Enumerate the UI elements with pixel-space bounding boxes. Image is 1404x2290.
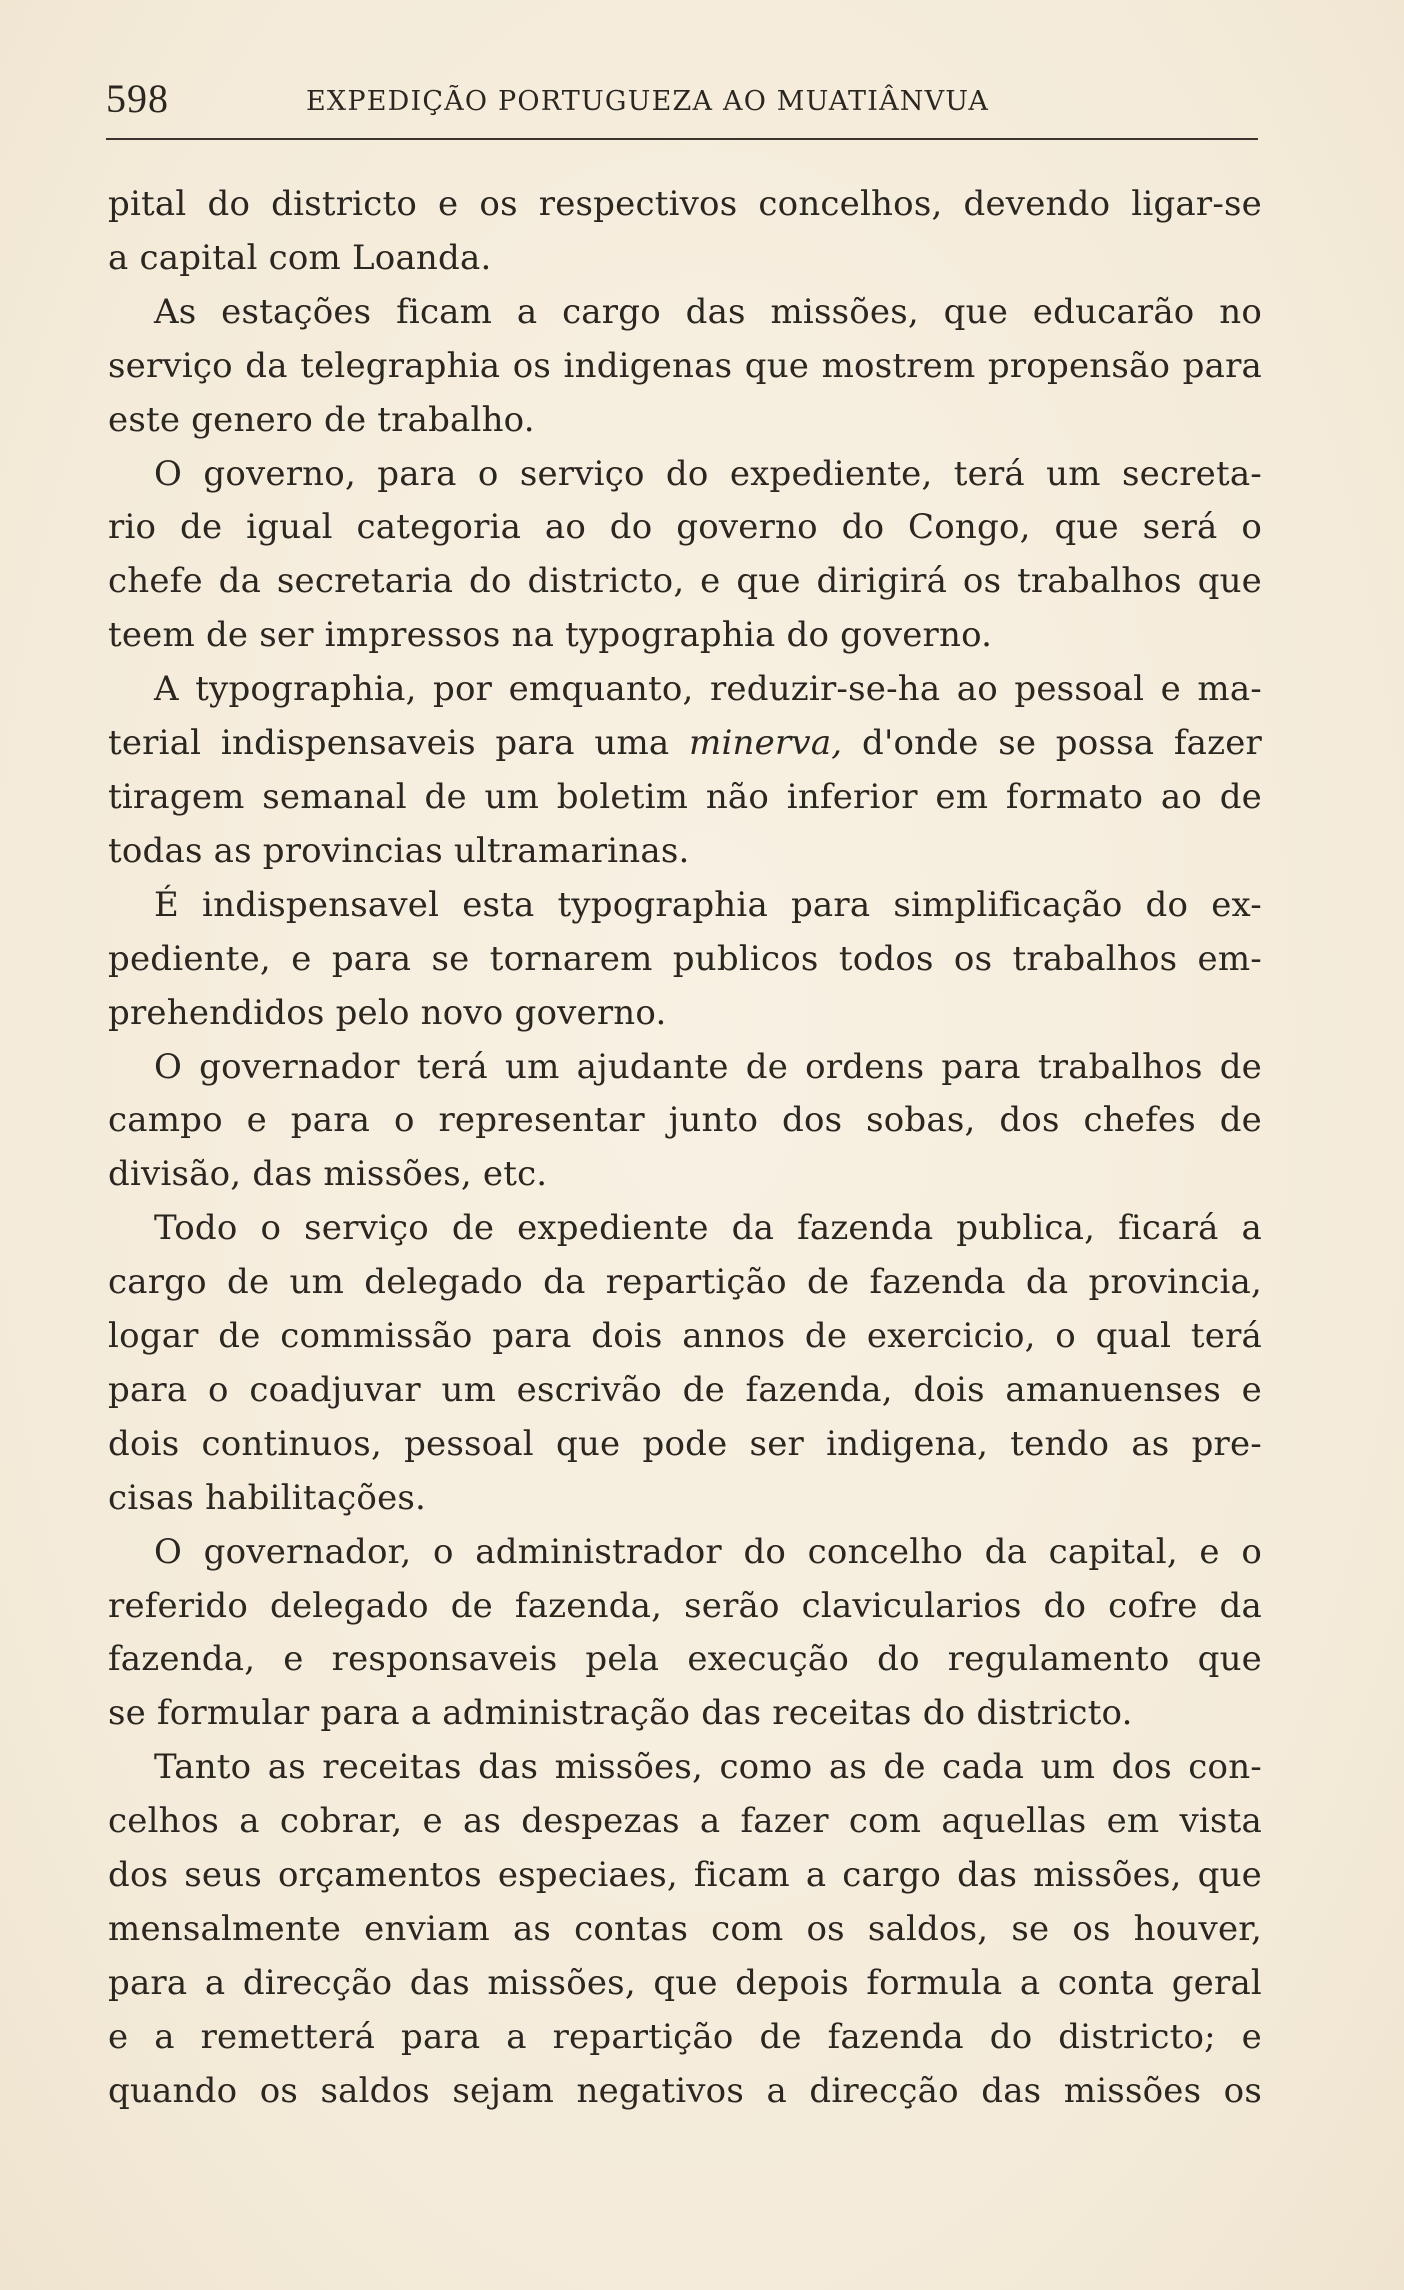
text-fragment: terial indispensaveis para uma xyxy=(108,723,690,764)
text-line: Tanto as receitas das missões, como as de cada um dos con- xyxy=(154,1747,1262,1788)
text-line: O governo, para o serviço do expediente, terá um secreta- xyxy=(154,453,1262,494)
paragraph xyxy=(108,448,1262,664)
page-number: 598 xyxy=(106,76,169,121)
paragraph xyxy=(108,178,1262,286)
text-line: cargo de um delegado da repartição de fazenda da provincia, xyxy=(108,1262,1262,1303)
text-line: fazenda, e responsaveis pela execução do regulamento que xyxy=(108,1639,1262,1680)
text-line: pediente, e para se tornarem publicos todos os trabalhos em- xyxy=(108,938,1262,979)
text-line: logar de commissão para dois annos de exercicio, o qual terá xyxy=(108,1316,1262,1357)
paragraph xyxy=(108,1526,1262,1742)
running-title: EXPEDIÇÃO PORTUGUEZA AO MUATIÂNVUA xyxy=(306,86,990,117)
text-line: chefe da secretaria do districto, e que dirigirá os trabalhos que xyxy=(108,561,1262,602)
text-line: quando os saldos sejam negativos a direcção das missões os xyxy=(108,2070,1262,2111)
text-line: para a direcção das missões, que depois formula a conta geral xyxy=(108,1962,1262,2003)
paragraph xyxy=(108,1202,1262,1525)
paragraph xyxy=(108,663,1262,879)
paragraph xyxy=(108,286,1262,448)
text-line: O governador terá um ajudante de ordens para trabalhos de xyxy=(154,1046,1262,1087)
running-head xyxy=(106,74,1258,124)
text-line: O governador, o administrador do concelho da capital, e o xyxy=(154,1531,1262,1572)
header-rule xyxy=(106,138,1258,140)
text-line: referido delegado de fazenda, serão clavicularios do cofre da xyxy=(108,1585,1262,1626)
text-line: As estações ficam a cargo das missões, que educarão no xyxy=(154,291,1262,332)
text-line: cisas habilitações. xyxy=(108,1477,427,1518)
text-line: Todo o serviço de expediente da fazenda publica, ficará a xyxy=(154,1208,1262,1249)
text-line xyxy=(108,717,1262,771)
italic-word: minerva, xyxy=(689,723,843,764)
text-line: dos seus orçamentos especiaes, ficam a cargo das missões, que xyxy=(108,1855,1262,1896)
text-fragment: d'onde se possa fazer xyxy=(842,723,1263,764)
text-line: campo e para o representar junto dos sobas, dos chefes de xyxy=(108,1100,1262,1141)
text-line: serviço da telegraphia os indigenas que mostrem propensão para xyxy=(108,345,1262,386)
text-line: pital do districto e os respectivos concelhos, devendo ligar-se xyxy=(108,184,1262,224)
text-line: a capital com Loanda. xyxy=(108,237,492,278)
body-text xyxy=(108,178,1262,2119)
text-line: se formular para a administração das receitas do districto. xyxy=(108,1693,1133,1734)
text-line: teem de ser impressos na typographia do governo. xyxy=(108,615,993,656)
text-line: celhos a cobrar, e as despezas a fazer com aquellas em vista xyxy=(108,1801,1262,1842)
text-line: tiragem semanal de um boletim não inferior em formato ao de xyxy=(108,776,1262,817)
text-line: mensalmente enviam as contas com os saldos, se os houver, xyxy=(108,1909,1262,1949)
text-line: este genero de trabalho. xyxy=(108,399,535,440)
text-line: para o coadjuvar um escrivão de fazenda, dois amanuenses e xyxy=(108,1369,1262,1410)
paragraph xyxy=(108,1741,1262,2118)
text-line: e a remetterá para a repartição de fazenda do districto; e xyxy=(108,2016,1262,2057)
paragraph xyxy=(108,1041,1262,1203)
text-line: A typographia, por emquanto, reduzir-se-ha ao pessoal e ma- xyxy=(154,669,1262,710)
text-line: rio de igual categoria ao do governo do Congo, que será o xyxy=(108,507,1262,548)
text-line: dois continuos, pessoal que pode ser indigena, tendo as pre- xyxy=(108,1423,1262,1464)
text-line: É indispensavel esta typographia para simplificação do ex- xyxy=(154,884,1262,925)
text-line: prehendidos pelo novo governo. xyxy=(108,992,667,1033)
text-line: divisão, das missões, etc. xyxy=(108,1154,548,1195)
paragraph xyxy=(108,879,1262,1041)
text-line: todas as provincias ultramarinas. xyxy=(108,830,690,871)
